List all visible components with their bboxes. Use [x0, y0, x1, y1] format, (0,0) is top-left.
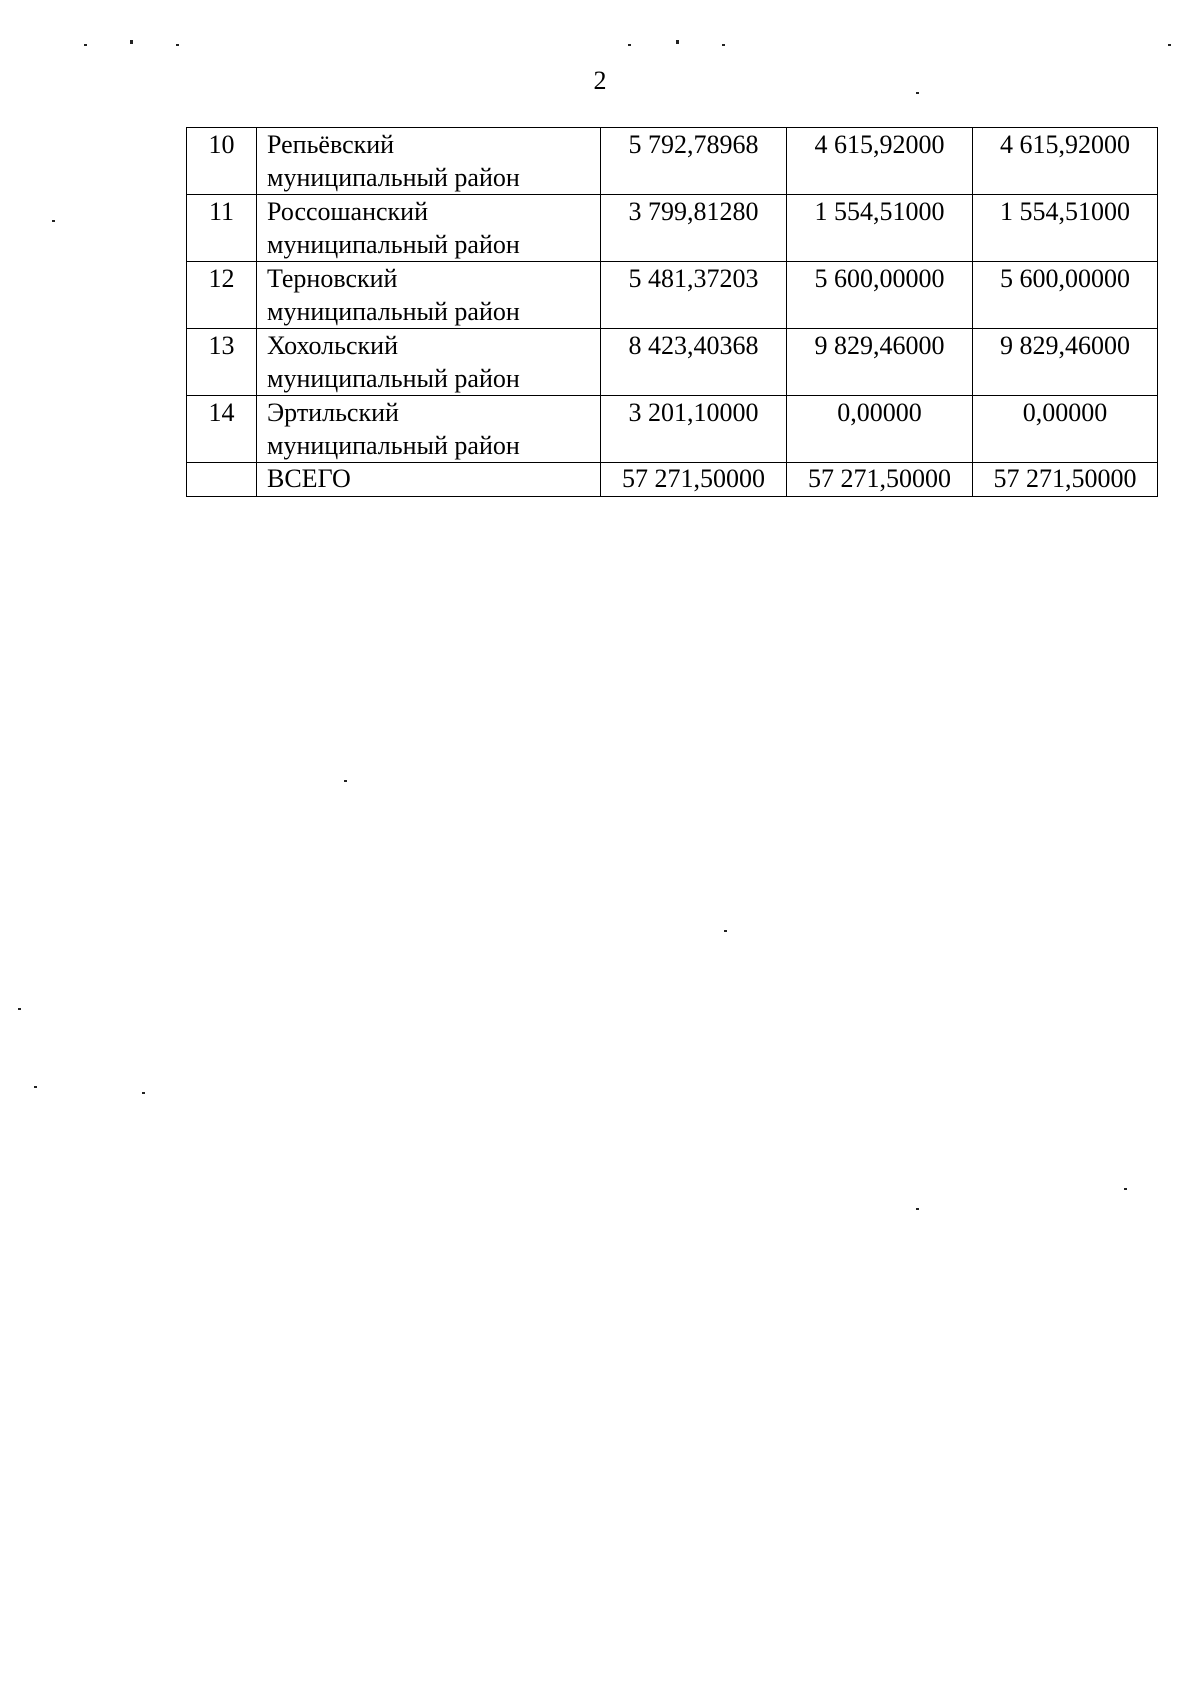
scan-speck: [52, 220, 55, 222]
value-col2: 1 554,51000: [787, 195, 973, 262]
value-col3: 0,00000: [973, 396, 1158, 463]
row-number: 12: [187, 262, 257, 329]
scan-speck: [916, 1208, 919, 1210]
scan-speck: [18, 1008, 21, 1010]
table-row: [187, 396, 1158, 463]
row-number: 14: [187, 396, 257, 463]
value-col1: 8 423,40368: [601, 329, 787, 396]
district-name: [257, 396, 601, 463]
scan-speck: [84, 44, 87, 46]
value-col1: 5 792,78968: [601, 128, 787, 195]
table-row: [187, 262, 1158, 329]
total-value-col2: 57 271,50000: [787, 463, 973, 497]
scan-speck: [676, 40, 679, 44]
scan-speck: [344, 780, 347, 782]
value-col2: 4 615,92000: [787, 128, 973, 195]
total-row: [187, 463, 1158, 497]
district-name: [257, 128, 601, 195]
scan-speck: [176, 44, 179, 46]
district-name-line1: Хохольский: [267, 331, 398, 360]
district-name-line1: Терновский: [267, 264, 398, 293]
row-number: 13: [187, 329, 257, 396]
table-row: [187, 128, 1158, 195]
district-name-line1: Репьёвский: [267, 130, 395, 159]
scan-speck: [724, 930, 727, 932]
value-col3: 1 554,51000: [973, 195, 1158, 262]
table-row: [187, 195, 1158, 262]
value-col1: 5 481,37203: [601, 262, 787, 329]
value-col2: 9 829,46000: [787, 329, 973, 396]
scan-speck: [34, 1086, 37, 1088]
scan-speck: [1168, 44, 1171, 46]
district-name-line2: муниципальный район: [267, 230, 520, 259]
value-col3: 5 600,00000: [973, 262, 1158, 329]
page-number: 2: [593, 66, 607, 95]
value-col1: 3 799,81280: [601, 195, 787, 262]
total-value-col1: 57 271,50000: [601, 463, 787, 497]
scan-speck: [722, 44, 725, 46]
value-col3: 4 615,92000: [973, 128, 1158, 195]
row-number: 11: [187, 195, 257, 262]
district-name: [257, 195, 601, 262]
district-name-line2: муниципальный район: [267, 297, 520, 326]
scan-speck: [1124, 1188, 1127, 1190]
district-name-line2: муниципальный район: [267, 364, 520, 393]
scan-speck: [142, 1092, 145, 1094]
district-name-line2: муниципальный район: [267, 163, 520, 192]
district-name: [257, 262, 601, 329]
scan-speck: [130, 40, 133, 44]
table-row: [187, 329, 1158, 396]
total-label: ВСЕГО: [257, 463, 601, 497]
total-row-number-empty: [187, 463, 257, 497]
district-name-line1: Эртильский: [267, 398, 399, 427]
value-col3: 9 829,46000: [973, 329, 1158, 396]
value-col1: 3 201,10000: [601, 396, 787, 463]
value-col2: 5 600,00000: [787, 262, 973, 329]
district-name-line1: Россошанский: [267, 197, 429, 226]
allocation-table: [186, 127, 1158, 497]
district-name: [257, 329, 601, 396]
district-name-line2: муниципальный район: [267, 431, 520, 460]
total-value-col3: 57 271,50000: [973, 463, 1158, 497]
value-col2: 0,00000: [787, 396, 973, 463]
row-number: 10: [187, 128, 257, 195]
scan-speck: [628, 44, 631, 46]
